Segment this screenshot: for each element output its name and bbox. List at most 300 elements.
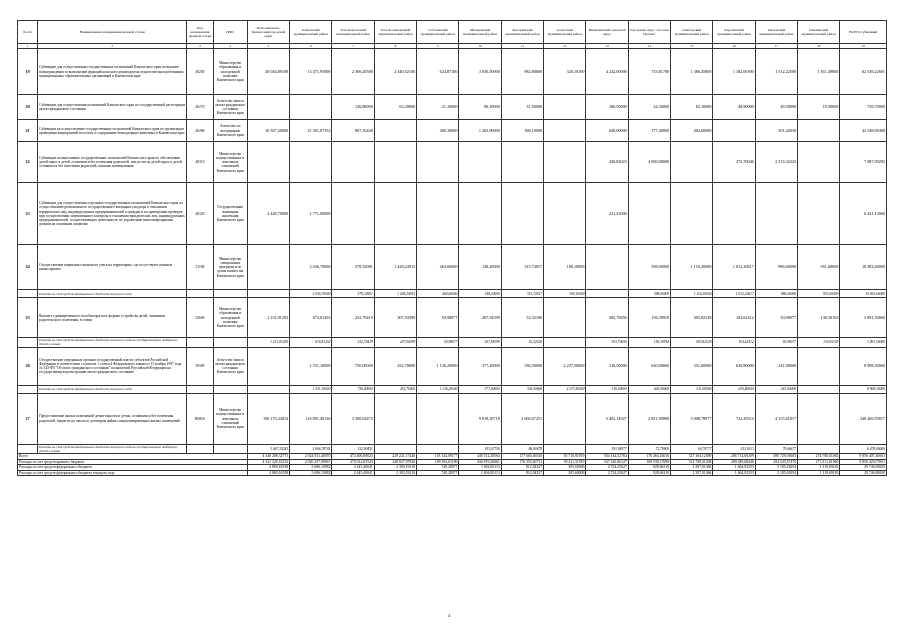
column-header: Код направления целевой статьи (187, 21, 213, 44)
value-cell: 750,00000 (332, 385, 374, 393)
value-cell: 232,70419 (332, 338, 374, 347)
column-number: 19 (840, 44, 887, 49)
value-cell: 109 394,01190 (417, 459, 459, 465)
value-cell (459, 142, 501, 183)
value-cell: 2 237,50000 (544, 385, 586, 393)
page-number: 4 (448, 613, 450, 618)
value-cell: 156,39918 (628, 338, 670, 347)
value-cell: 3 467,35243 (247, 444, 289, 453)
column-number: 8 (374, 44, 416, 49)
table-row (18, 245, 887, 290)
row-code: 52600 (187, 298, 213, 338)
value-cell: 116 891,40136 (290, 393, 332, 444)
value-cell: 29 746,00000 (840, 470, 887, 476)
value-cell: 241,00000 (755, 347, 797, 385)
column-number: 2 (38, 44, 187, 49)
value-cell: 289 049,68446 (713, 459, 755, 465)
value-cell: 169,10000 (544, 245, 586, 290)
row-name: Субвенции на выполнение государственных полномочий Камчатского края по обеспечению детей-сирот и детей, оставшихся без попечения родителей, лиц из числа детей-сирот и детей, оставшихся без попечения родителей, жилыми помещениями (38, 142, 187, 183)
value-cell: 1 531,10000 (290, 385, 332, 393)
value-cell: 331,60000 (671, 385, 713, 393)
value-cell: 5 185,43054 (755, 465, 797, 471)
value-cell: 196 173,34814 (247, 393, 289, 444)
value-cell: 4 341 329,16232 (247, 459, 289, 465)
value-cell: 50,98077 (755, 298, 797, 338)
row-name: Расходы за счет средств федерального бюджета текущего года (38, 385, 187, 393)
value-cell: 807,10440 (332, 120, 374, 142)
value-cell: 620,00000 (628, 385, 670, 393)
value-cell: 391,42630 (755, 120, 797, 142)
value-cell (544, 393, 586, 444)
row-name: Субвенции на осуществление государственных полномочий Камчатского края по организации проведения мероприятий по отлову и содержанию безнадзорных животных в Камчатском крае (38, 120, 187, 142)
value-cell: 620,00000 (628, 347, 670, 385)
value-cell: 2 393,19210 (374, 470, 416, 476)
value-cell: 336,50000 (501, 385, 543, 393)
value-cell: 130,50163 (798, 338, 840, 347)
value-cell: 24,30000 (628, 95, 670, 120)
value-cell: 48,90000 (713, 95, 755, 120)
row-grbs: Министерство имущественных и земельных отношений Камчатского края (213, 142, 247, 183)
row-code: 40280 (187, 120, 213, 142)
column-number: 10 (459, 44, 501, 49)
column-number: 18 (798, 44, 840, 49)
table-subrow (18, 290, 887, 298)
value-cell: 4 242,00000 (586, 49, 628, 95)
value-cell (713, 183, 755, 245)
value-cell (755, 183, 797, 245)
value-cell: 3 891,50000 (840, 338, 887, 347)
value-cell: 1 231,81293 (247, 298, 289, 338)
value-cell: 10 492,60000 (840, 290, 887, 298)
value-cell: 72,79800 (628, 444, 670, 453)
value-cell: 29 746,00000 (840, 465, 887, 471)
table-subrow (18, 444, 887, 453)
value-cell (374, 444, 416, 453)
value-cell: 60,79777 (671, 444, 713, 453)
column-header: Алеутский муниципальный район (544, 21, 586, 44)
value-cell (798, 385, 840, 393)
value-cell: 348 469,95817 (840, 393, 887, 444)
value-cell: 1 182,00300 (713, 49, 755, 95)
value-cell: 50 716,91919 (544, 454, 586, 460)
value-cell: 1 110,20000 (671, 290, 713, 298)
column-number: 12 (544, 44, 586, 49)
value-cell (374, 142, 416, 183)
value-cell: 226 827,97826 (374, 459, 416, 465)
row-number: 26 (18, 347, 38, 385)
value-cell: 982,80600 (501, 49, 543, 95)
column-number: 17 (755, 44, 797, 49)
value-cell: 9 850 429,07001 (840, 459, 887, 465)
value-cell: 2 066,78741 (290, 444, 332, 453)
value-cell: 748,28077 (417, 465, 459, 471)
row-grbs: Агентство по ветеринарии Камчатского края (213, 120, 247, 142)
row-grbs: Министерство образования и молодежной политики Камчатского края (213, 49, 247, 95)
value-cell: 1 664,93253 (713, 470, 755, 476)
row-name: Расходы за счет средств федерального бюджета текущего года (38, 290, 187, 298)
value-cell: 5 696,10082 (290, 470, 332, 476)
column-number: 5 (247, 44, 289, 49)
row-grbs: Государственная жилищная инспекция Камчатского края (213, 183, 247, 245)
value-cell: 50,98077 (417, 338, 459, 347)
value-cell: 380 729,03603 (755, 454, 797, 460)
value-cell: 336,50000 (501, 347, 543, 385)
value-cell (671, 142, 713, 183)
value-cell: 1 428,24915 (374, 290, 416, 298)
value-cell: 1 136,20000 (417, 347, 459, 385)
value-cell (247, 142, 289, 183)
column-header: Быстринский муниципальный район (501, 21, 543, 44)
value-cell (586, 290, 628, 298)
value-cell: 229 221,17446 (374, 454, 416, 460)
column-header: Усть-Камчатский муниципальный район (332, 21, 374, 44)
table-row (18, 142, 887, 183)
value-cell: 16 567,20000 (247, 120, 289, 142)
row-grbs: Агентство записи актов гражданского состояния Камчатского края (213, 347, 247, 385)
value-cell (798, 142, 840, 183)
value-cell: 403,82529 (671, 298, 713, 338)
value-cell: 2 440,52100 (374, 49, 416, 95)
row-name: Всего (18, 454, 248, 460)
row-name: Выплата единовременного пособия при всех формах устройства детей, лишенных родительского попечения, в семью (38, 298, 187, 338)
value-cell: 1 011,49800 (798, 49, 840, 95)
value-cell (417, 444, 459, 453)
value-cell: 436,83023 (586, 142, 628, 183)
value-cell: 1 771,00000 (290, 183, 332, 245)
value-cell: 928,66210 (628, 470, 670, 476)
value-cell: 104,62412 (713, 298, 755, 338)
value-cell: 252,70000 (374, 385, 416, 393)
value-cell (798, 183, 840, 245)
value-cell: 630,80000 (713, 385, 755, 393)
row-code: 59300 (187, 347, 213, 385)
value-cell: 104,62412 (713, 338, 755, 347)
value-cell: 207,94399 (374, 298, 416, 338)
column-number: 9 (417, 44, 459, 49)
value-cell: 630,80000 (713, 347, 755, 385)
value-cell: 169 538,17690 (628, 459, 670, 465)
value-cell: 1 110,20000 (671, 245, 713, 290)
total-row (18, 470, 887, 476)
row-code: 40320 (187, 183, 213, 245)
value-cell: 729,70000 (840, 95, 887, 120)
table-body (18, 49, 887, 476)
value-cell: 193,07750 (459, 444, 501, 453)
column-number: 4 (213, 44, 247, 49)
row-code (187, 444, 213, 453)
row-number (18, 290, 38, 298)
value-cell: 169,10000 (544, 290, 586, 298)
table-row (18, 393, 887, 444)
value-cell: 1 231,81293 (247, 338, 289, 347)
value-cell: 207,94399 (459, 298, 501, 338)
column-header: Петропавловск-Камчатский городской округ (247, 21, 289, 44)
value-cell (374, 183, 416, 245)
value-cell (798, 444, 840, 453)
column-number: 11 (501, 44, 543, 49)
value-cell: 315,74017 (501, 245, 543, 290)
column-number: 15 (671, 44, 713, 49)
table-row (18, 120, 887, 142)
value-cell: 126,80000 (332, 95, 374, 120)
value-cell: 472 400,08023 (332, 454, 374, 460)
value-cell: 7 087,09292 (840, 142, 887, 183)
row-code: R0820 (187, 393, 213, 444)
value-cell: 470 012,05543 (332, 459, 374, 465)
value-cell: 50 411,31919 (544, 459, 586, 465)
value-cell: 305,60000 (544, 465, 586, 471)
column-header: Пенжинский муниципальный район (798, 21, 840, 44)
value-cell: 464,60000 (417, 290, 459, 298)
column-header: ГРБС (213, 21, 247, 44)
value-cell: 928,66210 (628, 465, 670, 471)
value-cell: 9 856 407,40001 (840, 454, 887, 460)
value-cell: 4 428,70000 (247, 183, 289, 245)
value-cell: 1 318,69165 (798, 465, 840, 471)
row-name: Осуществление переданных органам государственной власти субъектов Российской Федерации в соответствии с пунктом 1 статьи 4 Федерального закона от 15 ноября 1997 года № 143-ФЗ "Об актах гражданского состояния" полномочий Российской Федерации на государственную регистрацию актов гражданского состояния (38, 347, 187, 385)
value-cell: 156,39918 (628, 298, 670, 338)
value-cell: 4 000,00000 (628, 142, 670, 183)
value-cell: 674,81202 (290, 338, 332, 347)
value-cell (544, 95, 586, 120)
row-code: 40310 (187, 142, 213, 183)
value-cell: 320,10100 (544, 49, 586, 95)
value-cell: 578,32901 (332, 290, 374, 298)
value-cell: 504 144,52764 (586, 454, 628, 460)
value-cell: 6 478,40000 (840, 444, 887, 453)
value-cell: 578,32901 (332, 245, 374, 290)
value-cell: 2 366,20500 (332, 49, 374, 95)
value-cell (586, 245, 628, 290)
value-cell: 547 420,06127 (586, 459, 628, 465)
value-cell: 674,81202 (290, 298, 332, 338)
column-number: 13 (586, 44, 628, 49)
row-grbs: Министерство имущественных и земельных отношений Камчатского края (213, 393, 247, 444)
value-cell: 1 012,20617 (713, 290, 755, 298)
value-cell: 733,81700 (628, 49, 670, 95)
column-header: Усть-Большерецкий муниципальный район (374, 21, 416, 44)
value-cell (247, 245, 289, 290)
value-cell: 177 665,46540 (501, 454, 543, 460)
value-cell: 4 869,16538 (247, 465, 289, 471)
row-grbs (213, 444, 247, 453)
column-header: Городской округ "поселок Палана" (628, 21, 670, 44)
value-cell: 2 397,01366 (671, 465, 713, 471)
value-cell: 1 531,10000 (290, 347, 332, 385)
column-header: Соболевский муниципальный район (417, 21, 459, 44)
value-cell: 274 780,01065 (798, 454, 840, 460)
value-cell (374, 393, 416, 444)
subventions-table (17, 20, 887, 476)
table-row (18, 183, 887, 245)
value-cell: 3 600,07251 (501, 393, 543, 444)
row-name: Осуществление первичного воинского учета на территориях, где отсутствуют военные комиссариаты (38, 245, 187, 290)
value-cell (247, 347, 289, 385)
value-cell: 316,50000 (586, 385, 628, 393)
row-grbs: Агентство записи актов гражданского состояния Камчатского края (213, 95, 247, 120)
row-code: 40250 (187, 49, 213, 95)
row-number: 22 (18, 142, 38, 183)
value-cell: 377,40000 (459, 385, 501, 393)
value-cell: 8 908,30000 (840, 385, 887, 393)
value-cell: 5 185,43054 (755, 470, 797, 476)
row-code (187, 385, 213, 393)
value-cell: 275,70046 (713, 142, 755, 183)
value-cell: 402,60000 (671, 120, 713, 142)
value-cell: 21 561,87352 (290, 120, 332, 142)
value-cell: 148,20000 (459, 245, 501, 290)
value-cell (332, 142, 374, 183)
row-number: 23 (18, 183, 38, 245)
row-number (18, 385, 38, 393)
document-page (17, 20, 887, 476)
column-header: Олюторский муниципальный район (671, 21, 713, 44)
value-cell: 2 397,01366 (671, 470, 713, 476)
value-cell: 232,70419 (332, 298, 374, 338)
value-cell: 152,90451 (332, 444, 374, 453)
value-cell: 207,94399 (374, 338, 416, 347)
value-cell (374, 120, 416, 142)
column-number: 3 (187, 44, 213, 49)
row-grbs (213, 338, 247, 347)
value-cell (247, 385, 289, 393)
value-cell (501, 183, 543, 245)
value-cell: 398,00000 (628, 245, 670, 290)
value-cell: 400,30000 (417, 120, 459, 142)
value-cell (247, 95, 289, 120)
row-grbs (213, 290, 247, 298)
value-cell (417, 183, 459, 245)
value-cell (544, 120, 586, 142)
column-header: Тигильский муниципальный район (755, 21, 797, 44)
value-cell (544, 183, 586, 245)
value-cell: 286 714,69209 (713, 454, 755, 460)
row-name: Расходы за счет средств краевого бюджета (18, 459, 248, 465)
value-cell (417, 393, 459, 444)
value-cell: 2 724,25627 (586, 470, 628, 476)
value-cell: 9 819,30718 (459, 393, 501, 444)
value-cell: 170 463,43016 (628, 454, 670, 460)
table-row (18, 49, 887, 95)
value-cell: 79,66677 (755, 444, 797, 453)
column-number: 16 (713, 44, 755, 49)
value-cell (247, 290, 289, 298)
value-cell: 8 908,30000 (840, 347, 887, 385)
value-cell: 327 164,12589 (671, 454, 713, 460)
value-cell: 316,50000 (586, 347, 628, 385)
column-number: 7 (332, 44, 374, 49)
row-grbs: Министерство специальных программ и по делам казачества Камчатского края (213, 245, 247, 290)
value-cell: 21,10000 (417, 95, 459, 120)
table-subrow (18, 338, 887, 347)
value-cell (501, 142, 543, 183)
value-cell: 1 512,22500 (755, 49, 797, 95)
table-subrow (18, 385, 887, 393)
value-cell: 951,60000 (798, 290, 840, 298)
row-number: 25 (18, 298, 38, 338)
value-cell: 2 237,50000 (544, 347, 586, 385)
row-grbs: Министерство образования и молодежной политики Камчатского края (213, 298, 247, 338)
value-cell: 48,50000 (755, 95, 797, 120)
value-cell: 1 386,45800 (671, 49, 713, 95)
value-cell: 207,94399 (459, 338, 501, 347)
table-row (18, 347, 887, 385)
column-number: 1 (18, 44, 38, 49)
value-cell: 2 024 031,40070 (290, 454, 332, 460)
value-cell: 130,50163 (798, 298, 840, 338)
value-cell: 5 402,14927 (586, 393, 628, 444)
value-cell: 640,00000 (586, 120, 628, 142)
value-cell: 50,98077 (755, 338, 797, 347)
row-name: Расходы за счет средств федерального бюджета (18, 465, 248, 471)
value-cell: 1 012,20617 (713, 245, 755, 290)
value-cell: 398,00000 (628, 290, 670, 298)
value-cell: 4 155,01817 (755, 393, 797, 444)
value-cell: 3 008,78977 (671, 393, 713, 444)
value-cell (544, 298, 586, 338)
row-number: 20 (18, 95, 38, 120)
value-cell: 305,60000 (544, 470, 586, 476)
value-cell: 624,87100 (417, 49, 459, 95)
value-cell: 50,98077 (417, 298, 459, 338)
value-cell: 221,43000 (586, 183, 628, 245)
value-cell: 3 030,50000 (459, 49, 501, 95)
value-cell: 331,60000 (671, 347, 713, 385)
value-cell: 15,13013 (713, 444, 755, 453)
table-row (18, 95, 887, 120)
value-cell: 951,60000 (798, 245, 840, 290)
value-cell (544, 142, 586, 183)
value-cell: 2 445,40041 (332, 470, 374, 476)
value-cell (459, 183, 501, 245)
table-row (18, 298, 887, 338)
header-row (18, 21, 887, 44)
row-grbs (213, 385, 247, 393)
column-header: № п/п (18, 21, 38, 44)
column-header: Вилючинский городской округ (586, 21, 628, 44)
row-code (187, 338, 213, 347)
value-cell: 3 560,02473 (332, 393, 374, 444)
value-cell: 294 543,57470 (755, 459, 797, 465)
column-header: Мильковский муниципальный район (459, 21, 501, 44)
value-cell: 1 202,90000 (459, 120, 501, 142)
value-cell: 2 020 237,89967 (290, 459, 332, 465)
row-number: 24 (18, 245, 38, 290)
value-cell: 176 355,40731 (501, 459, 543, 465)
column-header: Наименование направления целевой статьи (38, 21, 187, 44)
value-cell: 403,82529 (671, 338, 713, 347)
value-cell: 391,94977 (586, 444, 628, 453)
value-cell: 52,32106 (501, 298, 543, 338)
value-cell: 398,10000 (501, 120, 543, 142)
value-cell: 2 724,25627 (586, 465, 628, 471)
value-cell: 31,50000 (501, 95, 543, 120)
value-cell: 186,50000 (586, 95, 628, 120)
column-number: 14 (628, 44, 670, 49)
value-cell: 2 851,99890 (628, 393, 670, 444)
value-cell: 1 694,00113 (459, 465, 501, 471)
value-cell: 315,74017 (501, 290, 543, 298)
value-cell: 252,70000 (374, 347, 416, 385)
value-cell: 986,60000 (755, 290, 797, 298)
value-cell: 440 512,28564 (459, 454, 501, 460)
column-header: Елизовский муниципальный район (290, 21, 332, 44)
value-cell: 118 144,09177 (417, 454, 459, 460)
value-cell: 812,04327 (501, 470, 543, 476)
value-cell (544, 444, 586, 453)
value-cell (290, 95, 332, 120)
value-cell: 30 044,89100 (247, 49, 289, 95)
